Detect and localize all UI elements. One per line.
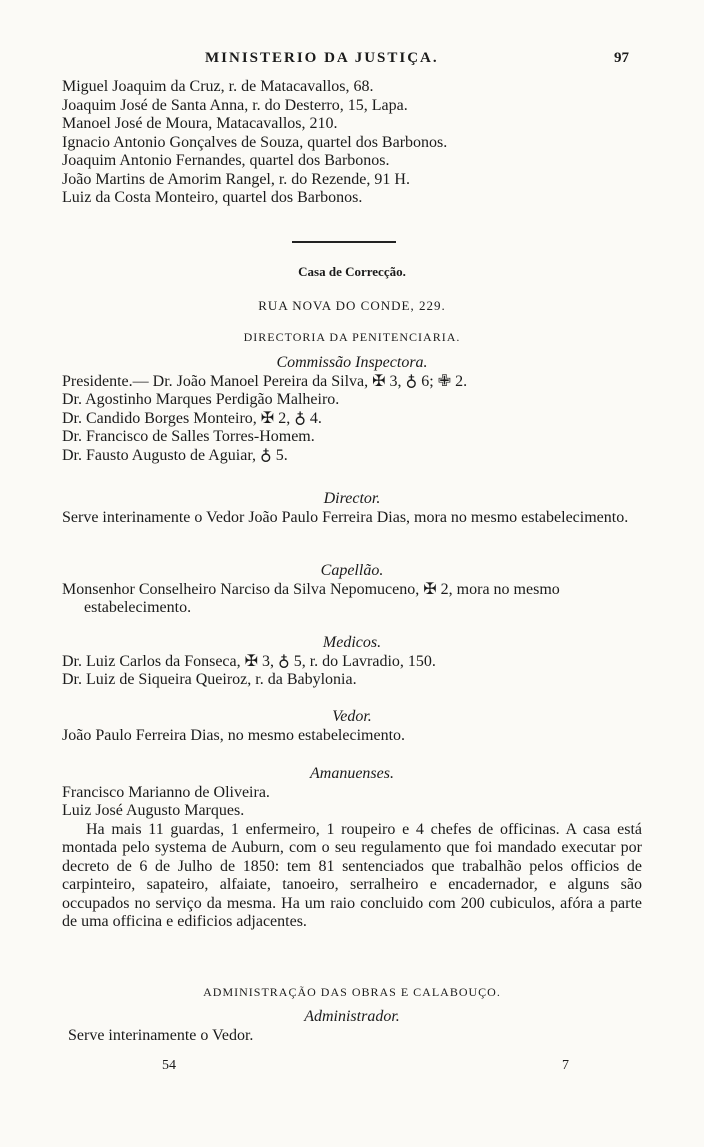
- page-title: MINISTERIO DA JUSTIÇA.: [205, 50, 439, 66]
- capellao-text: Monsenhor Conselheiro Narciso da Silva Nepomuceno, ✠ 2, mora no mesmo estabelecimento.: [62, 580, 560, 616]
- commissao-block: [62, 354, 642, 465]
- capellao-heading: Capellão.: [320, 562, 384, 579]
- administrador-heading: Administrador.: [304, 1008, 400, 1025]
- list-item: Presidente.— Dr. João Manoel Pereira da Silva, ✠ 3, ♁ 6; ✙ 2.: [62, 372, 468, 390]
- amanuenses-paragraph: Ha mais 11 guardas, 1 enfermeiro, 1 roupeiro e 4 chefes de officinas. A casa está montada pelo systema de Auburn, com o seu regulamento que foi mandado executar por decreto de 6 de Julho de 1850: tem 81 sentenciados que trabalhão pelos officios de carpinteiro, sapateiro, alfaiate, tanoeiro, serralheiro e encadernador, e alguns são occupados no serviço da mesma. Ha um raio concluido com 200 cubiculos, afóra a parte de uma officina e edificios adjacentes.: [62, 820, 642, 930]
- administrador-text: Serve interinamente o Vedor.: [68, 1026, 254, 1044]
- section-subtitle: DIRECTORIA DA PENITENCIARIA.: [243, 330, 461, 344]
- director-heading: Director.: [323, 490, 381, 507]
- medicos-heading: Medicos.: [322, 634, 382, 651]
- list-item: Joaquim José de Santa Anna, r. do Desterro, 15, Lapa.: [62, 96, 408, 114]
- amanuenses-heading: Amanuenses.: [310, 765, 394, 782]
- list-item: Luiz José Augusto Marques.: [62, 802, 245, 819]
- list-item: Manoel José de Moura, Matacavallos, 210.: [62, 115, 338, 132]
- list-item: Luiz da Costa Monteiro, quartel dos Barbonos.: [62, 189, 363, 206]
- list-item: Joaquim Antonio Fernandes, quartel dos Barbonos.: [62, 152, 390, 169]
- running-header: [0, 50, 704, 74]
- page-footer: [0, 1058, 704, 1078]
- medicos-block: [62, 634, 642, 690]
- director-text: Serve interinamente o Vedor João Paulo Ferreira Dias, mora no mesmo estabelecimento.: [62, 508, 629, 526]
- list-item: Francisco Marianno de Oliveira.: [62, 783, 270, 801]
- list-item: João Martins de Amorim Rangel, r. do Rezende, 91 H.: [62, 170, 410, 188]
- list-item: Dr. Francisco de Salles Torres-Homem.: [62, 428, 315, 445]
- section-title: Casa de Correcção.: [298, 264, 406, 279]
- director-block: [62, 490, 642, 527]
- signature-mark: 54: [162, 1058, 176, 1073]
- vedor-block: [62, 708, 642, 745]
- names-list: [62, 78, 447, 208]
- vedor-heading: Vedor.: [332, 708, 372, 725]
- list-item: Ignacio Antonio Gonçalves de Souza, quartel dos Barbonos.: [62, 133, 448, 151]
- list-item: Dr. Fausto Augusto de Aguiar, ♁ 5.: [62, 446, 288, 464]
- section-address: RUA NOVA DO CONDE, 229.: [258, 298, 446, 313]
- list-item: Miguel Joaquim da Cruz, r. de Matacavallos, 68.: [62, 78, 374, 95]
- vedor-text: João Paulo Ferreira Dias, no mesmo estabelecimento.: [62, 726, 406, 744]
- list-item: Dr. Candido Borges Monteiro, ✠ 2, ♁ 4.: [62, 409, 322, 427]
- capellao-block: [62, 562, 642, 618]
- administracao-title: ADMINISTRAÇÃO DAS OBRAS E CALABOUÇO.: [203, 985, 501, 999]
- commissao-heading: Commissão Inspectora.: [276, 354, 428, 371]
- list-item: Dr. Luiz de Siqueira Queiroz, r. da Babylonia.: [62, 671, 357, 688]
- list-item: Dr. Luiz Carlos da Fonseca, ✠ 3, ♁ 5, r. do Lavradio, 150.: [62, 652, 436, 670]
- administrador-block: [62, 1008, 642, 1045]
- section-divider: [292, 241, 396, 243]
- page-number: 97: [614, 50, 629, 66]
- footer-number: 7: [562, 1058, 569, 1073]
- list-item: Dr. Agostinho Marques Perdigão Malheiro.: [62, 391, 340, 408]
- amanuenses-block: [62, 765, 642, 932]
